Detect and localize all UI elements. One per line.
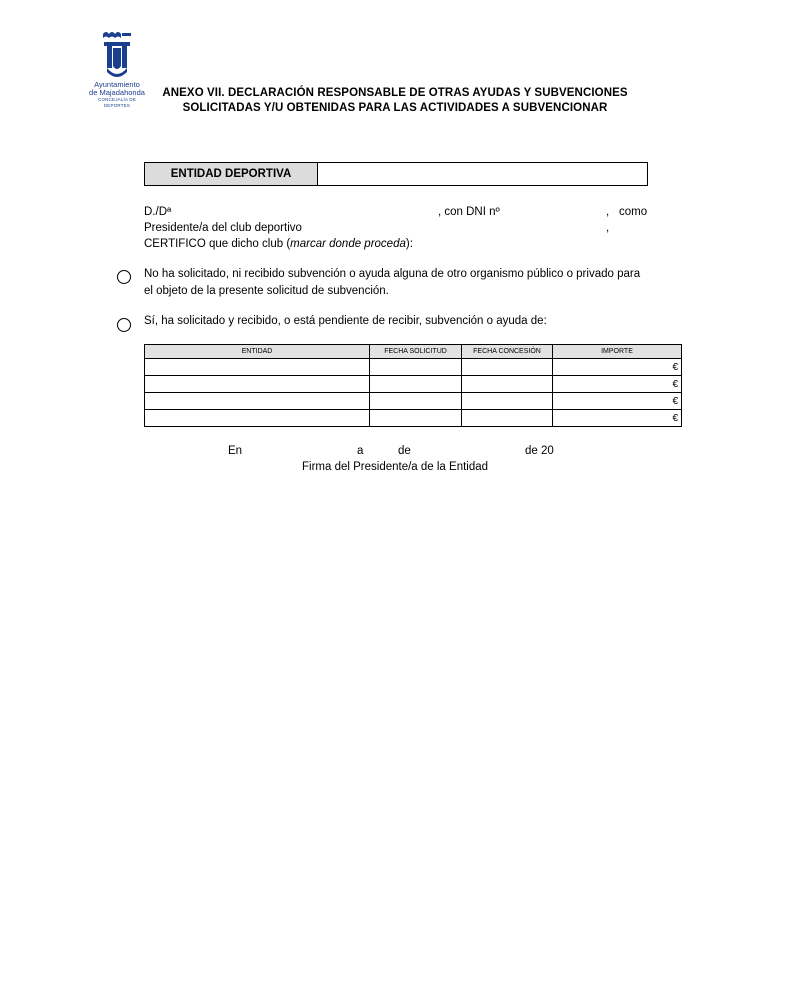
signature-firma: Firma del Presidente/a de la Entidad (302, 461, 489, 473)
como-label: como (619, 206, 648, 218)
table-cell[interactable] (370, 410, 462, 427)
table-cell[interactable] (462, 359, 553, 376)
table-cell[interactable] (462, 410, 553, 427)
table-cell[interactable] (145, 376, 370, 393)
col-header-entidad: ENTIDAD (145, 345, 370, 359)
logo-text-line3: CONCEJALÍA DE DEPORTES (97, 97, 137, 108)
document-title (150, 86, 640, 116)
table-row (145, 393, 682, 410)
certifico-italic: marcar donde proceda (290, 238, 406, 250)
title-line2: SOLICITADAS Y/U OBTENIDAS PARA LAS ACTIVIDADES A SUBVENCIONAR (182, 102, 608, 114)
table-cell[interactable]: € (553, 410, 682, 427)
table-cell[interactable] (145, 359, 370, 376)
logo-text-line2: de Majadahonda (89, 88, 145, 97)
table-row (145, 376, 682, 393)
option-yes-line: Sí, ha solicitado y recibido, o está pendiente de recibir, subvención o ayuda de: (144, 315, 547, 327)
table-row (145, 410, 682, 427)
logo-text-line1: Ayuntamiento (94, 80, 140, 89)
entity-label: ENTIDAD DEPORTIVA (145, 163, 318, 185)
d-label: D./Dª (144, 206, 172, 218)
table-cell[interactable] (145, 410, 370, 427)
entity-input[interactable] (318, 163, 647, 185)
dni-label: , con DNI nº (438, 206, 500, 218)
title-line1: ANEXO VII. DECLARACIÓN RESPONSABLE DE OTRAS AYUDAS Y SUBVENCIONES (162, 87, 628, 99)
option-no-line2: el objeto de la presente solicitud de subvención. (144, 285, 389, 297)
option-yes-radio[interactable] (117, 318, 131, 332)
col-header-importe: IMPORTE (553, 345, 682, 359)
table-row (145, 359, 682, 376)
logo (86, 30, 148, 109)
president-label: Presidente/a del club deportivo (144, 222, 302, 234)
table-cell[interactable] (370, 359, 462, 376)
table-cell[interactable]: € (553, 376, 682, 393)
col-header-fecha-concesion: FECHA CONCESIÓN (462, 345, 553, 359)
table-header-row (145, 345, 682, 359)
table-cell[interactable]: € (553, 393, 682, 410)
table-cell[interactable] (145, 393, 370, 410)
signature-en: En (228, 445, 243, 457)
certifico-text (144, 237, 413, 252)
table-cell[interactable] (462, 393, 553, 410)
table-cell[interactable] (462, 376, 553, 393)
option-no-line1: No ha solicitado, ni recibido subvención o ayuda alguna de otro organismo público o privado para (144, 268, 641, 280)
table-cell[interactable]: € (553, 359, 682, 376)
option-no-radio[interactable] (117, 270, 131, 284)
col-header-fecha-solicitud: FECHA SOLICITUD (370, 345, 462, 359)
table-cell[interactable] (370, 393, 462, 410)
signature-de20: de 20 (525, 445, 554, 457)
signature-a: a (357, 445, 364, 457)
certifico-start: CERTIFICO que dicho club ( (144, 238, 291, 250)
comma-1: , (606, 206, 610, 218)
signature-de: de (398, 445, 411, 457)
comma-2: , (606, 222, 610, 234)
aid-table (144, 344, 682, 427)
certifico-end: ): (405, 238, 413, 250)
entity-box (144, 162, 648, 186)
majadahonda-logo-icon (100, 30, 134, 80)
table-cell[interactable] (370, 376, 462, 393)
